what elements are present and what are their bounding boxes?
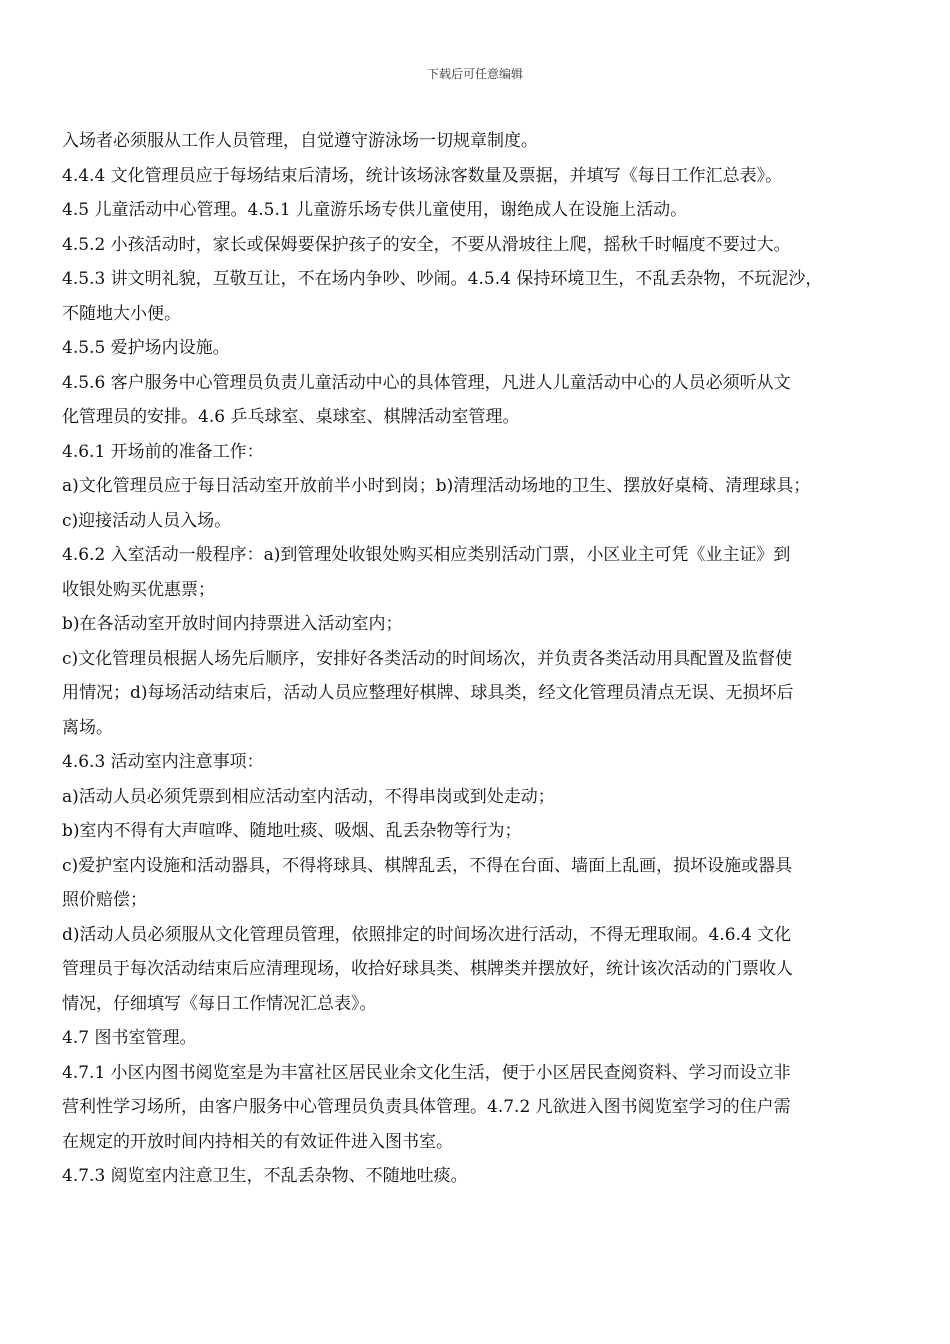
text-line: 离场。 — [62, 717, 113, 738]
text-line: 用情况；d)每场活动结束后，活动人员应整理好棋牌、球具类，经文化管理员清点无误、无损坏后 — [62, 683, 794, 703]
text-line: 4.4.4 文化管理员应于每场结束后清场，统计该场泳客数量及票据，并填写《每日工作汇总表》。 — [62, 165, 783, 186]
text-line: a)活动人员必须凭票到相应活动室内活动，不得串岗或到处走动； — [62, 786, 555, 807]
text-line: c)文化管理员根据人场先后顺序，安排好各类活动的时间场次，并负责各类活动用具配置及监督使 — [62, 648, 793, 669]
text-line: b)室内不得有大声喧哗、随地吐痰、吸烟、乱丢杂物等行为； — [62, 821, 522, 841]
document-body — [62, 124, 892, 1194]
text-line: 在规定的开放时间内持相关的有效证件进入图书室。 — [62, 1131, 453, 1152]
text-line: 管理员于每次活动结束后应清理现场，收拾好球具类、棋牌类并摆放好，统计该次活动的门票收人 — [62, 959, 793, 979]
page-header: 下载后可任意编辑 — [426, 67, 523, 81]
text-line: d)活动人员必须服从文化管理员管理，依照排定的时间场次进行活动，不得无理取闹。4.6.4 文化 — [62, 924, 792, 945]
text-line: 4.5.3 讲文明礼貌，互敬互让，不在场内争吵、吵闹。4.5.4 保持环境卫生，不乱丢杂物，不玩泥沙， — [62, 269, 823, 289]
text-line: b)在各活动室开放时间内持票进入活动室内； — [62, 614, 403, 634]
text-line: 4.7.1 小区内图书阅览室是为丰富社区居民业余文化生活，便于小区居民查阅资料、学习而设立非 — [62, 1062, 791, 1083]
text-line: 4.6.3 活动室内注意事项： — [62, 752, 264, 772]
text-line: 4.6.1 开场前的准备工作： — [62, 441, 264, 462]
text-line: 入场者必须服从工作人员管理，自觉遵守游泳场一切规章制度。 — [62, 131, 538, 151]
text-line: 4.7.3 阅览室内注意卫生，不乱丢杂物、不随地吐痰。 — [62, 1166, 468, 1186]
text-line: 照价赔偿； — [62, 890, 147, 910]
text-line: 4.5.2 小孩活动时，家长或保姆要保护孩子的安全，不要从滑坡往上爬，摇秋千时幅度不要过大。 — [62, 234, 791, 255]
text-line: 4.5.6 客户服务中心管理员负责儿童活动中心的具体管理，凡进人儿童活动中心的人员必须听从文 — [62, 372, 791, 393]
text-line: 4.6.2 入室活动一般程序：a)到管理处收银处购买相应类别活动门票，小区业主可凭《业主证》到 — [62, 545, 791, 565]
text-line: c)迎接活动人员入场。 — [62, 510, 232, 531]
text-line: 化管理员的安排。4.6 乒乓球室、桌球室、棋牌活动室管理。 — [62, 407, 520, 427]
text-line: 收银处购买优惠票； — [62, 579, 215, 600]
text-line: 情况，仔细填写《每日工作情况汇总表》。 — [62, 993, 377, 1014]
text-line: c)爱护室内设施和活动器具，不得将球具、棋牌乱丢，不得在台面、墙面上乱画，损坏设施或器具 — [62, 855, 793, 876]
text-line: 4.7 图书室管理。 — [62, 1028, 197, 1048]
text-line: 4.5 儿童活动中心管理。4.5.1 儿童游乐场专供儿童使用，谢绝成人在设施上活动。 — [62, 200, 688, 220]
text-line: 不随地大小便。 — [62, 303, 181, 324]
text-line: a)文化管理员应于每日活动室开放前半小时到岗；b)清理活动场地的卫生、摆放好桌椅、清理球具； — [62, 476, 811, 496]
text-line: 营利性学习场所，由客户服务中心管理员负责具体管理。4.7.2 凡欲进入图书阅览室学习的住户需 — [62, 1097, 791, 1117]
text-line: 4.5.5 爱护场内设施。 — [62, 338, 230, 358]
